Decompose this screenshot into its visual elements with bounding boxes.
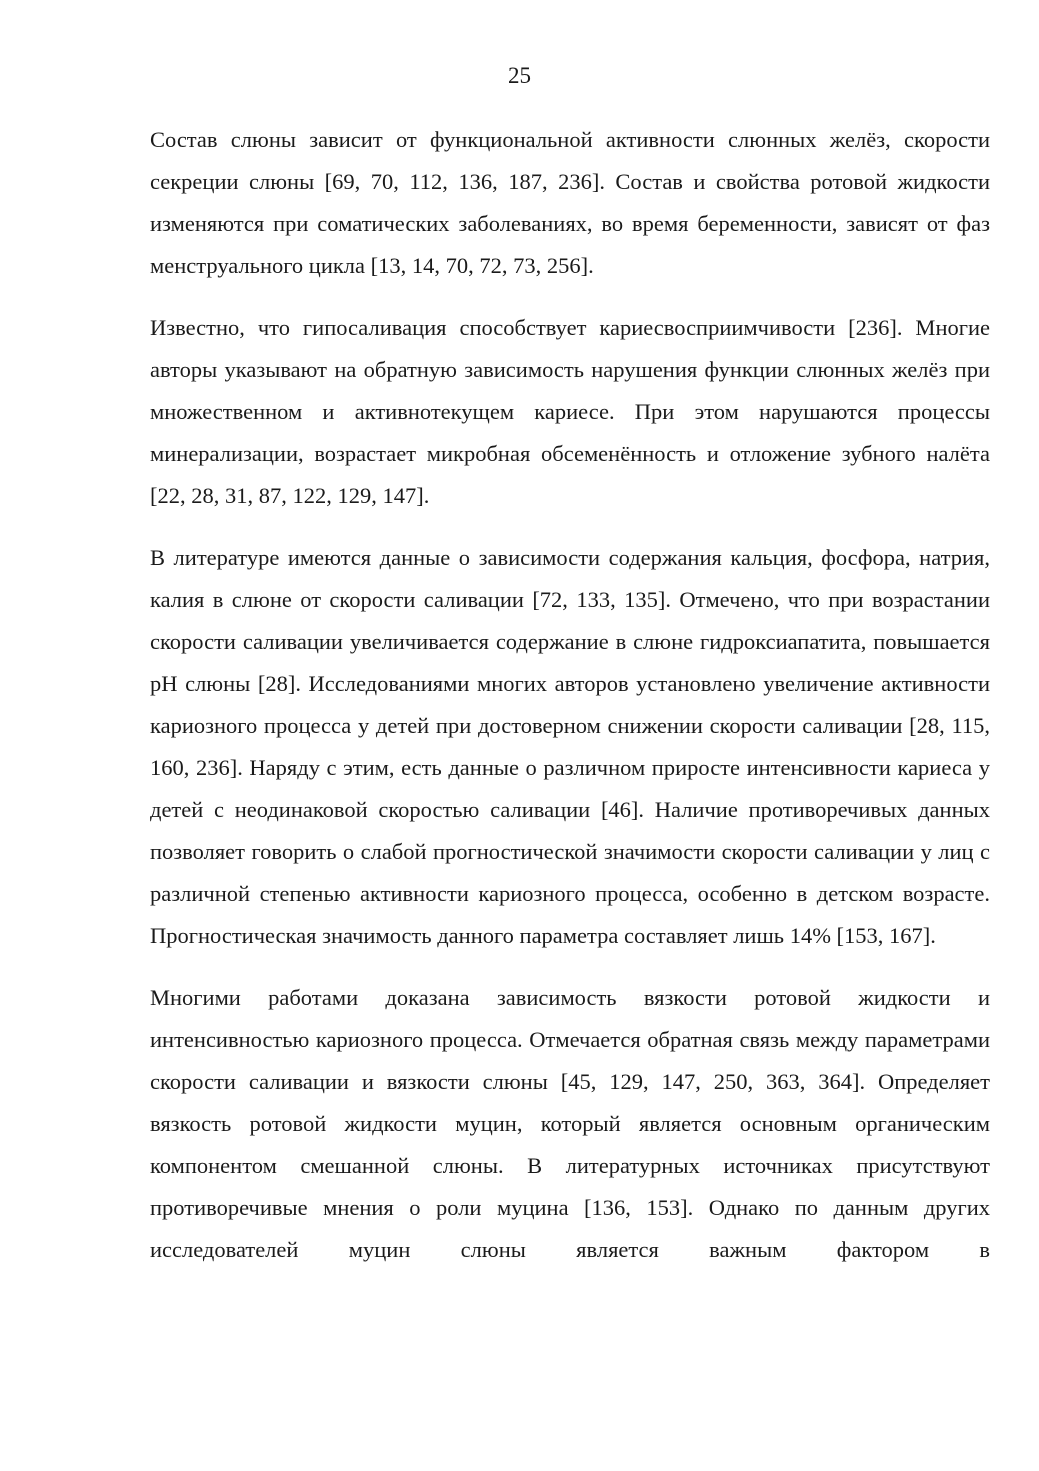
paragraph-saliva-composition: Состав слюны зависит от функциональной активности слюнных желёз, скорости секреции слюны [69, 70, 112, 136, 187, 236]. Состав и свойства ротовой жидкости изменяются при соматических заболеваниях, во время беременности, зависят от фаз менструального цикла [13, 14, 70, 72, 73, 256]. xyxy=(150,127,990,278)
paragraph-salivation-rate: В литературе имеются данные о зависимости содержания кальция, фосфора, натрия, калия в слюне от скорости саливации [72, 133, 135]. Отмечено, что при возрастании скорости саливации увеличивается содержание в слюне гидроксиапатита, повышается рН слюны [28]. Исследованиями многих авторов установлено увеличение активности кариозного процесса у детей при достоверном снижении скорости саливации [28, 115, 160, 236]. Наряду с этим, есть данные о различном приросте интенсивности кариеса у детей с неодинаковой скоростью саливации [46]. Наличие противоречивых данных позволяет говорить о слабой прогностической значимости скорости саливации у лиц с различной степенью активности кариозного процесса, особенно в детском возрасте. Прогностическая значимость данного параметра составляет лишь 14% [153, 167]. xyxy=(150,545,990,948)
body-text xyxy=(150,119,990,1291)
paragraph-hyposalivation: Известно, что гипосаливация способствует кариесвосприимчивости [236]. Многие авторы указывают на обратную зависимость нарушения функции слюнных желёз при множественном и активнотекущем кариесе. При этом нарушаются процессы минерализации, возрастает микробная обсеменённость и отложение зубного налёта [22, 28, 31, 87, 122, 129, 147]. xyxy=(150,315,990,508)
page-number: 25 xyxy=(508,63,531,88)
paragraph-saliva-viscosity: Многими работами доказана зависимость вязкости ротовой жидкости и интенсивностью кариозного процесса. Отмечается обратная связь между параметрами скорости саливации и вязкости слюны [45, 129, 147, 250, 363, 364]. Определяет вязкость ротовой жидкости муцин, который является основным органическим компонентом смешанной слюны. В литературных источниках присутствуют противоречивые мнения о роли муцина [136, 153]. Однако по данным других исследователей муцин слюны является важным фактором в xyxy=(150,985,990,1262)
